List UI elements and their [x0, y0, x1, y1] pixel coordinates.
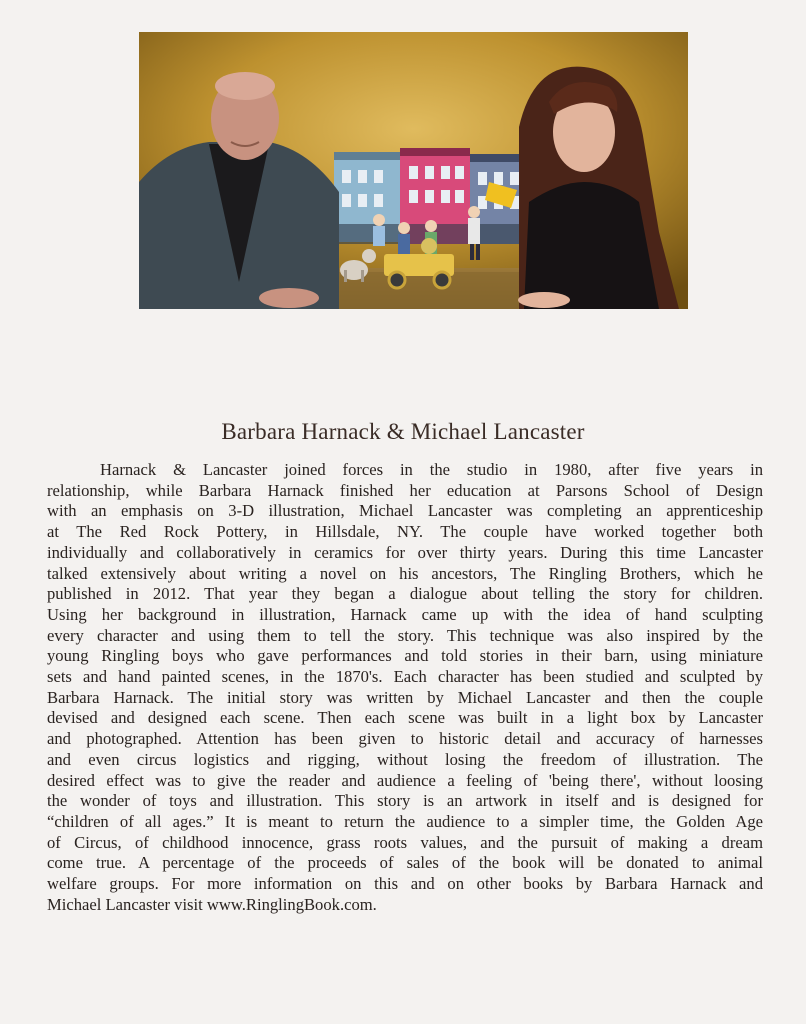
- body-line: desired effect was to give the reader and audience a feeling of 'being there', without loosing: [47, 770, 763, 790]
- body-line: talked extensively about writing a novel on his ancestors, The Ringling Brothers, which he: [47, 563, 763, 583]
- body-line: devised and designed each scene. Then each scene was built in a light box by Lancaster: [47, 708, 763, 728]
- body-line: at The Red Rock Pottery, in Hillsdale, NY. The couple have worked together both: [47, 522, 763, 542]
- body-line: Using her background in illustration, Harnack came up with the idea of hand sculpting: [47, 604, 763, 624]
- author-photo-illustration: [139, 32, 688, 309]
- body-line: with an emphasis on 3-D illustration, Michael Lancaster was completing an apprenticeship: [47, 501, 763, 521]
- body-line: individually and collaboratively in ceramics for over thirty years. During this time Lancaster: [47, 542, 763, 562]
- body-line: and even circus logistics and rigging, without losing the freedom of illustration. The: [47, 749, 763, 769]
- body-line: of Circus, of childhood innocence, grass roots values, and the pursuit of making a dream: [47, 832, 763, 852]
- body-line: published in 2012. That year they began a dialogue about telling the story for children.: [47, 584, 763, 604]
- article-body: [47, 460, 763, 915]
- body-line: and photographed. Attention has been given to historic detail and accuracy of harnesses: [47, 729, 763, 749]
- body-line: Michael Lancaster visit www.RinglingBook.com.: [47, 894, 377, 914]
- body-line: the wonder of toys and illustration. This story is an artwork in itself and is designed for: [47, 791, 763, 811]
- body-line: “children of all ages.” It is meant to return the audience to a simpler time, the Golden Age: [47, 811, 763, 831]
- body-line: every character and using them to tell the story. This technique was also inspired by the: [47, 625, 763, 645]
- body-line: come true. A percentage of the proceeds of sales of the book will be donated to animal: [47, 853, 763, 873]
- body-line: young Ringling boys who gave performances and told stories in their barn, using miniature: [47, 646, 763, 666]
- author-photo: [139, 32, 688, 309]
- body-line: welfare groups. For more information on this and on other books by Barbara Harnack and: [47, 874, 763, 894]
- body-line: sets and hand painted scenes, in the 1870's. Each character has been studied and sculpted by: [47, 667, 763, 687]
- body-line: relationship, while Barbara Harnack finished her education at Parsons School of Design: [47, 480, 763, 500]
- body-line: Harnack & Lancaster joined forces in the studio in 1980, after five years in: [100, 460, 763, 479]
- body-line: Barbara Harnack. The initial story was written by Michael Lancaster and then the couple: [47, 687, 763, 707]
- article-title: Barbara Harnack & Michael Lancaster: [221, 419, 585, 444]
